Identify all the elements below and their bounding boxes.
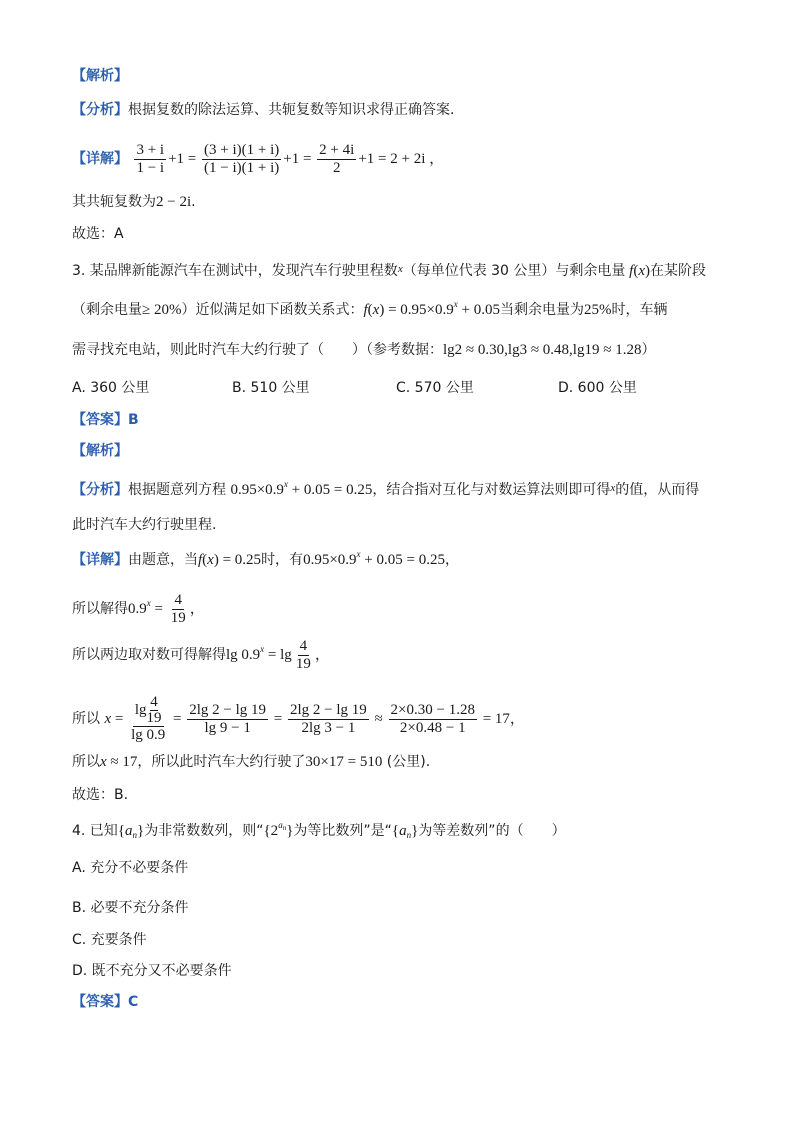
q3-text-d: （剩余电量	[72, 302, 142, 318]
q3-text-g: 当剩余电量为	[499, 302, 584, 318]
detail-tag: 【详解】	[72, 150, 128, 167]
detail-1	[72, 142, 444, 177]
analysis-2-text-a: 根据题意列方程	[128, 482, 226, 498]
q4-text-a: 4. 已知	[72, 823, 118, 839]
step-2: 所以两边取对数可得解得$\lg 0.9^x = \lg$ $\frac{4}{19}$ ，	[72, 638, 330, 672]
conjugate-line	[72, 192, 196, 212]
analysis-tag-2: 【分析】	[72, 482, 128, 498]
step-3	[72, 695, 525, 744]
eq-part-1: 0.95×0.9	[230, 482, 284, 498]
q4-stem: 4. 已知$\{a_n\}$为非常数数列，则“$\{2^{a_n}\}$为等比数列”是“$\{a_n\}$为等差数列”的（ ）	[72, 820, 566, 840]
q4-option-c: C. 充要条件	[72, 932, 147, 948]
complex-division-formula: $\frac{3 + i}{1 - i}$ +1 = $\frac{(3 + i)(1 + i)}{(1 - i)(1 + i)}$ +1 = $\frac{2 + 4i}{2}$ +1 = 2 + 2i ，	[136, 142, 445, 176]
step-1: 所以解得$0.9^x$ = $\frac{4}{19}$ ，	[72, 592, 205, 626]
q4-option-d: D. 既不充分又不必要条件	[72, 963, 232, 979]
jiexi-heading-2: 【解析】	[72, 443, 128, 459]
q3-text-k: ）	[641, 342, 656, 358]
q3-line-3	[72, 340, 655, 360]
q3-line-1: 3. 某品牌新能源汽车在测试中，发现汽车行驶里程数$^x$（每单位代表 30 公里）与剩余电量 f(x)在某阶段	[72, 263, 707, 279]
step-4-unit: (公里).	[386, 754, 431, 770]
q3-line-2: （剩余电量≥ 20%）近似满足如下函数关系式：$f(x) = 0.95\times 0.9^x + 0.05$当剩余电量为25%时，车辆	[72, 299, 668, 318]
analysis-text: 根据复数的除法运算、共轭复数等知识求得正确答案.	[128, 102, 455, 118]
detail-2: 【详解】由题意，当f(x) = 0.25时，有$0.95\times 0.9^x + 0.05 = 0.25$，	[72, 549, 459, 568]
answer-1: 【答案】B	[72, 412, 139, 428]
analysis-1	[72, 100, 454, 120]
q3-reference-data: lg2 ≈ 0.30,lg3 ≈ 0.48,lg19 ≈ 1.28	[443, 342, 642, 358]
option-a: A. 360 公里	[72, 380, 150, 396]
detail-tag-2: 【详解】	[72, 552, 128, 568]
step-3-text: 所以	[72, 710, 100, 727]
q4-text-d: 为等差数列”的（ ）	[418, 823, 566, 839]
choose-1: 故选：A	[72, 226, 124, 242]
option-d: D. 600 公里	[558, 380, 637, 396]
step-4: 所以x ≈ 17，所以此时汽车大约行驶了30×17 = 510 (公里).	[72, 754, 431, 770]
step-4-text-b: ，所以此时汽车大约行驶了	[137, 754, 306, 770]
q4-text-c: 为等比数列”是“	[293, 823, 392, 839]
option-b: B. 510 公里	[232, 380, 310, 396]
analysis-2: 【分析】根据题意列方程 $0.95\times 0.9^x + 0.05 = 0.25$，结合指对互化与对数运算法则即可得$^x$的值，从而得	[72, 479, 700, 498]
analysis-2-text-b: ，结合指对互化与对数运算法则即可得	[372, 482, 611, 498]
q3-text-h: 25%	[583, 302, 612, 318]
analysis-2-line-2: 此时汽车大约行驶里程.	[72, 517, 217, 533]
conjugate-value: 2 − 2i	[156, 194, 192, 210]
detail-2-text-b: 时，有	[261, 552, 304, 568]
step-4-text-a: 所以	[72, 754, 100, 770]
detail-2-text-a: 由题意，当	[128, 552, 198, 568]
q3-text-f: ）近似满足如下函数关系式：	[181, 302, 364, 318]
q4-text-b: 为非常数数列，则“	[144, 823, 264, 839]
q4-option-a: A. 充分不必要条件	[72, 860, 189, 876]
choose-2: 故选：B.	[72, 787, 129, 803]
period: .	[191, 194, 196, 210]
q3-text-i: 时，车辆	[611, 302, 668, 318]
analysis-tag: 【分析】	[72, 102, 128, 118]
q4-option-b: B. 必要不充分条件	[72, 900, 189, 916]
q3-text-a: 3. 某品牌新能源汽车在测试中，发现汽车行驶里程数	[72, 263, 398, 279]
step-1-text: 所以解得	[72, 600, 128, 617]
eq-part-2: + 0.05 = 0.25	[287, 482, 373, 498]
analysis-2-text-c: 的值，从而得	[615, 482, 700, 498]
log-solution-formula: x = lg $\frac{4}{19}$ lg 0.9 = $\frac{2\lg 2 - \lg 19}{\lg 9 - 1}$ = $\frac{2\lg 2 - \lg 19}{2\lg 3 - 1}$ ≈ $\frac{2\times 0.30 - 1.28}{2\times 0.48 - 1}$ = 17，	[104, 694, 525, 743]
detail-2-text-c: ，	[444, 552, 459, 568]
conjugate-text: 其共轭复数为	[72, 194, 156, 210]
option-c: C. 570 公里	[396, 380, 474, 396]
step-2-text: 所以两边取对数可得解得	[72, 646, 226, 663]
jiexi-heading-1: 【解析】	[72, 68, 128, 84]
step-4-calc: 30×17 = 510	[305, 754, 383, 770]
q3-text-e: ≥ 20%	[142, 302, 182, 318]
q3-text-j: 需寻找充电站，则此时汽车大约行驶了（ ）（参考数据：	[72, 342, 443, 358]
q3-text-c: 在某阶段	[650, 263, 707, 279]
answer-2: 【答案】C	[72, 994, 139, 1010]
q3-text-b: （每单位代表 30 公里）与剩余电量	[402, 263, 626, 279]
